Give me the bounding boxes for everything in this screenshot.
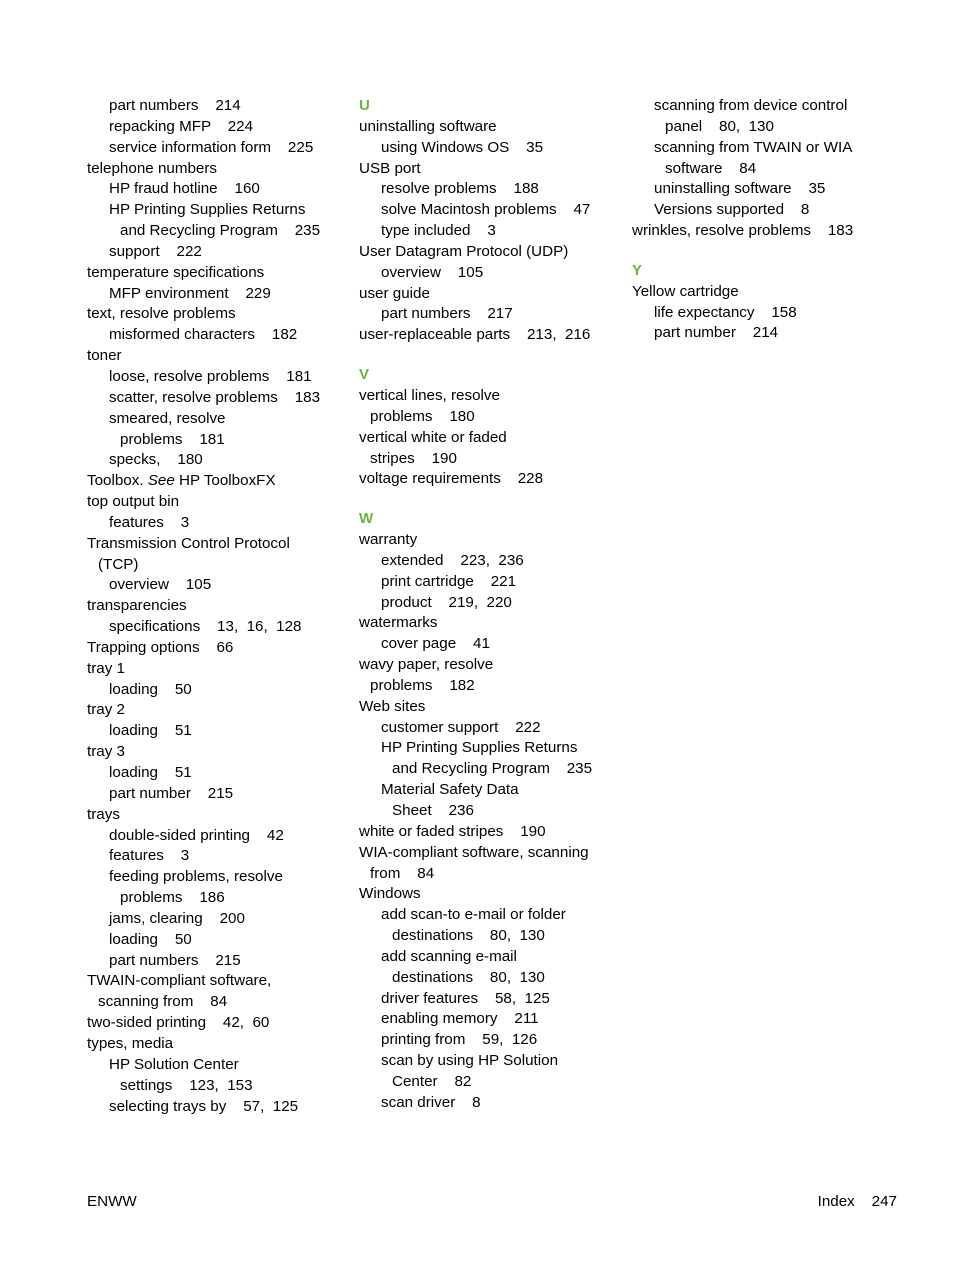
index-subentry: customer support 222 [381, 718, 541, 736]
index-subentry: scan driver 8 [381, 1093, 481, 1111]
footer-left: ENWW [87, 1193, 137, 1210]
index-subentry: resolve problems 188 [381, 180, 539, 198]
index-entry: two-sided printing 42, 60 [87, 1014, 270, 1032]
index-subentry: part number 214 [654, 324, 779, 342]
index-column-2 [359, 96, 629, 1114]
index-entry: Web sites [359, 697, 426, 715]
index-subentry: Material Safety Data [381, 781, 519, 799]
index-subentry: printing from 59, 126 [381, 1031, 538, 1049]
index-entry: Windows [359, 885, 421, 903]
index-subentry: problems 181 [120, 430, 225, 448]
index-subentry: overview 105 [381, 263, 484, 281]
index-subentry: features 3 [109, 847, 190, 865]
index-subentry: loading 51 [109, 722, 192, 740]
index-subentry: problems 182 [370, 676, 475, 694]
index-entry: user guide [359, 284, 430, 302]
entry-see-reference: See [147, 472, 175, 490]
section-gap [359, 490, 629, 509]
index-subentry: features 3 [109, 513, 190, 531]
index-subentry: jams, clearing 200 [109, 909, 245, 927]
index-subentry: destinations 80, 130 [392, 927, 545, 945]
index-entry: types, media [87, 1034, 174, 1052]
section-letter-header: U [359, 97, 370, 114]
section-letter-header: Y [632, 261, 643, 279]
index-subentry: Center 82 [392, 1072, 472, 1090]
entry-reference-target: HP ToolboxFX [174, 472, 276, 490]
index-subentry: repacking MFP 224 [109, 117, 254, 135]
index-subentry: loading 51 [109, 764, 192, 781]
index-subentry: loading 50 [109, 930, 192, 948]
index-subentry: feeding problems, resolve [109, 868, 283, 886]
section-letter-header: W [359, 510, 374, 528]
index-subentry: print cartridge 221 [381, 572, 517, 590]
index-entry: wrinkles, resolve problems 183 [632, 222, 854, 240]
index-subentry: misformed characters 182 [109, 326, 298, 344]
index-subentry: scanning from 84 [98, 993, 228, 1011]
index-subentry: driver features 58, 125 [381, 989, 550, 1007]
index-subentry: specifications 13, 16, 128 [109, 618, 302, 636]
index-subentry: part numbers 215 [109, 951, 241, 969]
index-subentry: scanning from device control [654, 97, 848, 114]
index-column-1 [87, 96, 357, 1117]
index-subentry: Sheet 236 [392, 802, 474, 819]
index-subentry: MFP environment 229 [109, 284, 271, 302]
footer-page-number: Index 247 [817, 1193, 897, 1210]
index-subentry: scan by using HP Solution [381, 1052, 559, 1070]
index-subentry: panel 80, 130 [665, 117, 774, 135]
index-subentry: software 84 [665, 159, 757, 177]
index-subentry: problems 186 [120, 889, 225, 907]
index-subentry: and Recycling Program 235 [392, 760, 593, 778]
index-entry: top output bin [87, 493, 180, 511]
index-entry: vertical white or faded [359, 428, 507, 446]
index-subentry: specks, 180 [109, 451, 203, 469]
index-subentry: part number 215 [109, 784, 234, 802]
index-subentry: stripes 190 [370, 449, 457, 467]
index-subentry: scatter, resolve problems 183 [109, 388, 321, 406]
index-entry: watermarks [359, 614, 438, 632]
index-entry: trays [87, 805, 120, 823]
index-subentry: scanning from TWAIN or WIA [654, 138, 853, 156]
index-subentry: part numbers 214 [109, 97, 241, 114]
index-subentry: overview 105 [109, 576, 212, 594]
index-subentry: problems 180 [370, 407, 475, 425]
index-subentry: HP Solution Center [109, 1055, 239, 1073]
index-subentry: HP fraud hotline 160 [109, 180, 260, 198]
index-entry: Trapping options 66 [87, 638, 234, 656]
index-entry: white or faded stripes 190 [359, 822, 546, 840]
section-gap [632, 242, 902, 261]
index-subentry: from 84 [370, 864, 435, 882]
index-subentry: support 222 [109, 242, 202, 260]
index-subentry: smeared, resolve [109, 409, 226, 427]
index-entry: vertical lines, resolve [359, 386, 500, 404]
section-letter-header: V [359, 366, 370, 384]
index-subentry: uninstalling software 35 [654, 180, 826, 198]
index-entry: toner [87, 347, 122, 365]
index-subentry: product 219, 220 [381, 593, 512, 611]
index-subentry: cover page 41 [381, 635, 490, 653]
index-entry: telephone numbers [87, 159, 218, 177]
index-entry: WIA-compliant software, scanning [359, 843, 589, 861]
index-subentry: and Recycling Program 235 [120, 222, 321, 240]
index-subentry: HP Printing Supplies Returns [381, 739, 578, 757]
index-subentry: HP Printing Supplies Returns [109, 201, 306, 219]
index-entry: tray 1 [87, 659, 125, 677]
index-subentry: life expectancy 158 [654, 303, 797, 321]
index-subentry: double-sided printing 42 [109, 826, 284, 844]
index-subentry: selecting trays by 57, 125 [109, 1097, 299, 1115]
index-subentry: destinations 80, 130 [392, 968, 545, 986]
index-entry: uninstalling software [359, 117, 497, 135]
index-entry: transparencies [87, 597, 187, 615]
index-entry: TWAIN-compliant software, [87, 972, 272, 990]
section-gap [359, 346, 629, 365]
index-subentry: solve Macintosh problems 47 [381, 201, 591, 219]
index-subentry: enabling memory 211 [381, 1010, 539, 1028]
index-entry: tray 2 [87, 701, 125, 719]
index-entry: USB port [359, 159, 421, 177]
index-subentry: Versions supported 8 [654, 201, 810, 219]
index-subentry: settings 123, 153 [120, 1076, 253, 1094]
index-subentry: using Windows OS 35 [381, 138, 544, 156]
index-column-3 [632, 96, 902, 344]
index-subentry: type included 3 [381, 222, 496, 240]
index-entry: warranty [359, 531, 418, 549]
entry-text: Toolbox. [87, 472, 148, 490]
index-entry: User Datagram Protocol (UDP) [359, 242, 569, 260]
index-entry: tray 3 [87, 743, 125, 761]
index-entry [87, 471, 357, 492]
index-subentry: add scan-to e-mail or folder [381, 906, 566, 924]
index-subentry: service information form 225 [109, 138, 314, 156]
index-entry: voltage requirements 228 [359, 470, 544, 488]
index-subentry: loading 50 [109, 680, 192, 698]
index-entry: user-replaceable parts 213, 216 [359, 326, 591, 344]
index-entry: text, resolve problems [87, 305, 236, 323]
index-entry: temperature specifications [87, 263, 265, 281]
index-subentry: extended 223, 236 [381, 551, 524, 569]
index-subentry: loose, resolve problems 181 [109, 367, 312, 385]
index-entry: wavy paper, resolve [359, 656, 494, 674]
index-subentry: part numbers 217 [381, 305, 513, 323]
index-entry: Transmission Control Protocol [87, 534, 290, 552]
index-subentry: add scanning e-mail [381, 947, 517, 965]
index-subentry: (TCP) [98, 555, 139, 573]
index-entry: Yellow cartridge [632, 282, 739, 300]
